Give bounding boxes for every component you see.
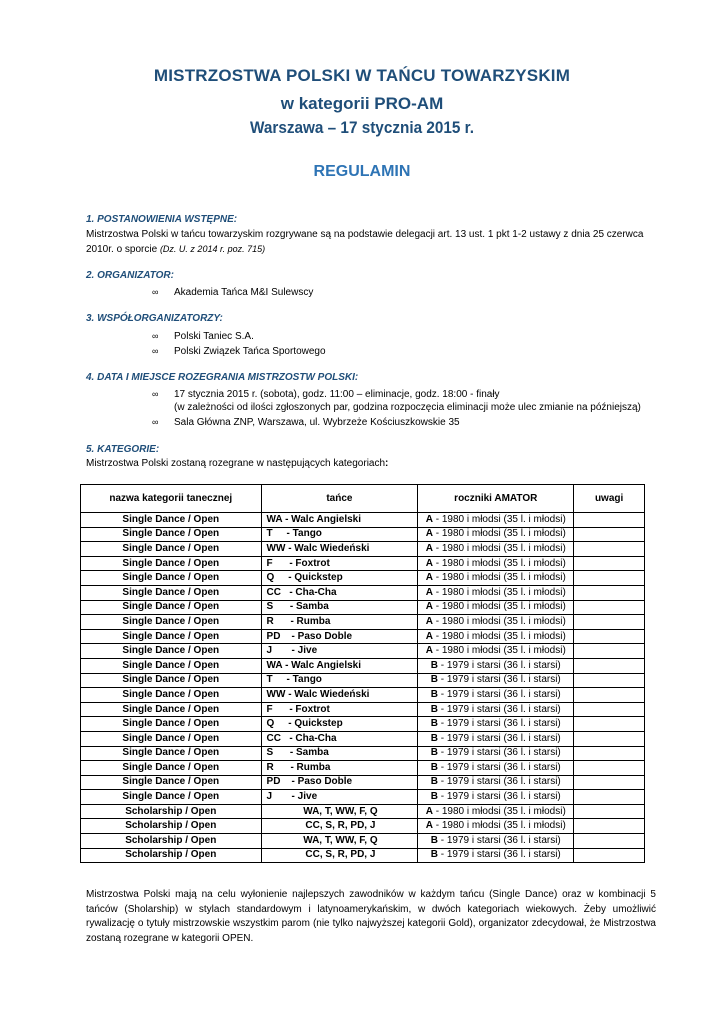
cell-dance: T - Tango: [261, 527, 418, 542]
cell-years: [418, 644, 574, 659]
table-row: [81, 761, 645, 776]
table-row: [81, 527, 645, 542]
table-row: [81, 585, 645, 600]
table-row: [81, 542, 645, 557]
column-header-years: roczniki AMATOR: [418, 485, 574, 513]
age-group-letter: B: [430, 718, 438, 730]
age-group-letter: A: [425, 615, 433, 627]
age-group-letter: B: [430, 849, 438, 861]
table-row: [81, 571, 645, 586]
cell-dance: F - Foxtrot: [261, 556, 418, 571]
age-group-description: - 1980 i młodsi (35 l. i młodsi): [432, 601, 566, 613]
age-group-description: - 1980 i młodsi (35 l. i młodsi): [432, 572, 566, 584]
age-group-letter: B: [430, 732, 438, 744]
coorganizer-name: Polski Związek Tańca Sportowego: [174, 346, 326, 357]
cell-years: [418, 585, 574, 600]
column-header-category: nazwa kategorii tanecznej: [81, 485, 262, 513]
table-row: [81, 790, 645, 805]
section-3-heading: 3. WSPÓŁORGANIZATORZY:: [86, 313, 223, 324]
section-5-intro-text: Mistrzostwa Polski zostaną rozegrane w następujących kategoriach: [86, 458, 386, 469]
cell-years: [418, 527, 574, 542]
cell-category: Scholarship / Open: [81, 834, 262, 849]
cell-dance: R - Rumba: [261, 761, 418, 776]
cell-years: [418, 848, 574, 863]
age-group-description: - 1979 i starsi (36 l. i starsi): [437, 849, 561, 861]
age-group-letter: A: [425, 820, 433, 832]
cell-years: [418, 571, 574, 586]
age-group-description: - 1979 i starsi (36 l. i starsi): [437, 674, 561, 686]
cell-notes: [574, 746, 645, 761]
section-1-line-1: Mistrzostwa Polski w tańcu towarzyskim rozgrywane są na podstawie delegacji art. 13 ust. 1 pkt 1-2 ustawy z dnia 25 czerwca: [86, 229, 644, 240]
cell-dance: CC, S, R, PD, J: [261, 848, 418, 863]
categories-table: [80, 484, 645, 863]
cell-dance: Q - Quickstep: [261, 571, 418, 586]
age-group-description: - 1979 i starsi (36 l. i starsi): [437, 791, 561, 803]
table-row: [81, 600, 645, 615]
cell-notes: [574, 717, 645, 732]
cell-dance: F - Foxtrot: [261, 702, 418, 717]
cell-notes: [574, 644, 645, 659]
cell-dance: WA - Walc Angielski: [261, 513, 418, 528]
age-group-description: - 1980 i młodsi (35 l. i młodsi): [432, 586, 566, 598]
organizer-item: [152, 285, 313, 300]
table-header-row: [81, 485, 645, 513]
age-group-description: - 1979 i starsi (36 l. i starsi): [437, 834, 561, 846]
cell-category: Single Dance / Open: [81, 673, 262, 688]
cell-years: [418, 790, 574, 805]
cell-category: Single Dance / Open: [81, 556, 262, 571]
cell-years: [418, 542, 574, 557]
cell-dance: WA, T, WW, F, Q: [261, 804, 418, 819]
cell-dance: WA - Walc Angielski: [261, 658, 418, 673]
age-group-letter: A: [425, 528, 433, 540]
closing-paragraph: Mistrzostwa Polski mają na celu wyłonienie najlepszych zawodników w każdym tańcu (Single Dance) oraz w kombinacji 5 tańców (Sholarship) w stylach standardowym i latynoamerykańskim, w dwóch kategoriach wiekowych. Żeby umożliwić rywalizację o tytuły mistrzowskie wszystkim parom (nie tylko najwyższej kategorii Gold), organizator zdecydował, że Mistrzostwa zostaną rozegrane w kategorii OPEN.: [86, 889, 656, 944]
age-group-letter: B: [430, 674, 438, 686]
section-1-line-2: [86, 242, 265, 257]
age-group-letter: B: [430, 659, 438, 671]
cell-years: [418, 834, 574, 849]
age-group-description: - 1979 i starsi (36 l. i starsi): [437, 718, 561, 730]
cell-dance: WA, T, WW, F, Q: [261, 834, 418, 849]
table-row: [81, 513, 645, 528]
infinity-bullet-icon: ∞: [152, 287, 159, 297]
cell-years: [418, 702, 574, 717]
section-5-intro: [86, 457, 388, 471]
infinity-bullet-icon: ∞: [152, 417, 159, 427]
cell-notes: [574, 571, 645, 586]
cell-notes: [574, 790, 645, 805]
cell-dance: PD - Paso Doble: [261, 775, 418, 790]
age-group-description: - 1980 i młodsi (35 l. i młodsi): [432, 645, 566, 657]
cell-category: Single Dance / Open: [81, 542, 262, 557]
cell-notes: [574, 629, 645, 644]
cell-years: [418, 629, 574, 644]
title-line-3: Warszawa – 17 stycznia 2015 r.: [250, 118, 474, 137]
cell-dance: CC, S, R, PD, J: [261, 819, 418, 834]
cell-years: [418, 615, 574, 630]
cell-category: Single Dance / Open: [81, 615, 262, 630]
date-item: [152, 387, 500, 402]
cell-notes: [574, 585, 645, 600]
age-group-letter: A: [425, 805, 433, 817]
coorganizer-name: Polski Taniec S.A.: [174, 331, 254, 342]
section-1-line-2-text: 2010r. o sporcie: [86, 244, 160, 255]
age-group-letter: A: [425, 630, 433, 642]
table-row: [81, 673, 645, 688]
cell-years: [418, 804, 574, 819]
cell-notes: [574, 527, 645, 542]
cell-dance: WW - Walc Wiedeński: [261, 688, 418, 703]
age-group-description: - 1980 i młodsi (35 l. i młodsi): [432, 630, 566, 642]
cell-notes: [574, 673, 645, 688]
cell-years: [418, 556, 574, 571]
infinity-bullet-icon: ∞: [152, 331, 159, 341]
cell-notes: [574, 819, 645, 834]
age-group-description: - 1979 i starsi (36 l. i starsi): [437, 747, 561, 759]
table-row: [81, 819, 645, 834]
table-row: [81, 731, 645, 746]
age-group-letter: B: [430, 834, 438, 846]
section-5-heading: 5. KATEGORIE:: [86, 444, 160, 455]
age-group-letter: A: [425, 601, 433, 613]
age-group-letter: A: [425, 572, 433, 584]
cell-years: [418, 600, 574, 615]
age-group-letter: B: [430, 791, 438, 803]
cell-dance: J - Jive: [261, 790, 418, 805]
table-body: [81, 513, 645, 863]
cell-category: Single Dance / Open: [81, 688, 262, 703]
age-group-letter: B: [430, 747, 438, 759]
date-note: (w zależności od ilości zgłoszonych par, godzina rozpoczęcia eliminacji może ulec zmianie na późniejszą): [174, 402, 641, 413]
infinity-bullet-icon: ∞: [152, 346, 159, 356]
table-row: [81, 834, 645, 849]
cell-notes: [574, 834, 645, 849]
cell-category: Scholarship / Open: [81, 819, 262, 834]
cell-dance: R - Rumba: [261, 615, 418, 630]
cell-years: [418, 688, 574, 703]
cell-notes: [574, 688, 645, 703]
title-line-1: MISTRZOSTWA POLSKI W TAŃCU TOWARZYSKIM: [153, 66, 571, 85]
cell-notes: [574, 731, 645, 746]
age-group-letter: A: [425, 586, 433, 598]
cell-category: Single Dance / Open: [81, 644, 262, 659]
table-row: [81, 804, 645, 819]
date-text: 17 stycznia 2015 r. (sobota), godz. 11:00 – eliminacje, godz. 18:00 - finały: [174, 389, 500, 400]
age-group-description: - 1980 i młodsi (35 l. i młodsi): [432, 557, 566, 569]
cell-notes: [574, 775, 645, 790]
cell-category: Single Dance / Open: [81, 702, 262, 717]
coorganizer-item: [152, 329, 254, 344]
table-row: [81, 746, 645, 761]
table-row: [81, 658, 645, 673]
cell-years: [418, 775, 574, 790]
cell-dance: CC - Cha-Cha: [261, 585, 418, 600]
cell-dance: T - Tango: [261, 673, 418, 688]
cell-years: [418, 513, 574, 528]
cell-dance: S - Samba: [261, 600, 418, 615]
cell-category: Single Dance / Open: [81, 527, 262, 542]
cell-notes: [574, 658, 645, 673]
section-1-legal-reference: (Dz. U. z 2014 r. poz. 715): [159, 244, 266, 254]
cell-category: Single Dance / Open: [81, 790, 262, 805]
coorganizer-item: [152, 344, 326, 359]
age-group-letter: A: [425, 557, 433, 569]
section-2-heading: 2. ORGANIZATOR:: [86, 270, 174, 281]
cell-notes: [574, 513, 645, 528]
table-row: [81, 615, 645, 630]
age-group-description: - 1980 i młodsi (35 l. i młodsi): [432, 542, 566, 554]
cell-category: Single Dance / Open: [81, 629, 262, 644]
age-group-description: - 1979 i starsi (36 l. i starsi): [437, 732, 561, 744]
cell-category: Single Dance / Open: [81, 717, 262, 732]
cell-years: [418, 658, 574, 673]
cell-notes: [574, 848, 645, 863]
age-group-description: - 1979 i starsi (36 l. i starsi): [437, 776, 561, 788]
cell-notes: [574, 556, 645, 571]
cell-category: Single Dance / Open: [81, 585, 262, 600]
cell-years: [418, 819, 574, 834]
title-line-2: w kategorii PRO-AM: [280, 94, 444, 113]
table-row: [81, 556, 645, 571]
age-group-description: - 1980 i młodsi (35 l. i młodsi): [432, 805, 566, 817]
age-group-description: - 1979 i starsi (36 l. i starsi): [437, 703, 561, 715]
table-row: [81, 848, 645, 863]
section-1-heading: 1. POSTANOWIENIA WSTĘPNE:: [86, 214, 238, 225]
age-group-description: - 1980 i młodsi (35 l. i młodsi): [432, 615, 566, 627]
table-row: [81, 644, 645, 659]
age-group-letter: B: [430, 776, 438, 788]
column-header-notes: uwagi: [574, 485, 645, 513]
cell-dance: S - Samba: [261, 746, 418, 761]
age-group-letter: A: [425, 513, 433, 525]
age-group-description: - 1979 i starsi (36 l. i starsi): [437, 761, 561, 773]
column-header-dances: tańce: [261, 485, 418, 513]
age-group-letter: B: [430, 703, 438, 715]
cell-notes: [574, 615, 645, 630]
cell-category: Single Dance / Open: [81, 571, 262, 586]
table-row: [81, 717, 645, 732]
cell-dance: Q - Quickstep: [261, 717, 418, 732]
cell-notes: [574, 542, 645, 557]
regulamin-heading: REGULAMIN: [313, 163, 411, 180]
cell-category: Single Dance / Open: [81, 746, 262, 761]
section-4-heading: 4. DATA I MIEJSCE ROZEGRANIA MISTRZOSTW POLSKI:: [86, 372, 359, 383]
age-group-letter: B: [430, 688, 438, 700]
venue-text: Sala Główna ZNP, Warszawa, ul. Wybrzeże Kościuszkowskie 35: [174, 417, 460, 428]
table-row: [81, 688, 645, 703]
cell-dance: CC - Cha-Cha: [261, 731, 418, 746]
age-group-description: - 1980 i młodsi (35 l. i młodsi): [432, 528, 566, 540]
section-5-intro-colon: :: [385, 458, 389, 469]
infinity-bullet-icon: ∞: [152, 389, 159, 399]
cell-dance: PD - Paso Doble: [261, 629, 418, 644]
age-group-letter: A: [425, 542, 433, 554]
age-group-letter: A: [425, 645, 433, 657]
cell-category: Single Dance / Open: [81, 600, 262, 615]
cell-category: Single Dance / Open: [81, 658, 262, 673]
cell-category: Scholarship / Open: [81, 804, 262, 819]
age-group-description: - 1979 i starsi (36 l. i starsi): [437, 688, 561, 700]
age-group-description: - 1979 i starsi (36 l. i starsi): [437, 659, 561, 671]
cell-years: [418, 746, 574, 761]
cell-years: [418, 717, 574, 732]
venue-item: [152, 415, 460, 430]
table-row: [81, 775, 645, 790]
cell-category: Single Dance / Open: [81, 775, 262, 790]
table-row: [81, 629, 645, 644]
cell-category: Single Dance / Open: [81, 513, 262, 528]
cell-notes: [574, 761, 645, 776]
cell-notes: [574, 600, 645, 615]
cell-category: Single Dance / Open: [81, 731, 262, 746]
cell-dance: J - Jive: [261, 644, 418, 659]
age-group-description: - 1980 i młodsi (35 l. i młodsi): [432, 820, 566, 832]
cell-years: [418, 673, 574, 688]
table-row: [81, 702, 645, 717]
cell-category: Single Dance / Open: [81, 761, 262, 776]
age-group-description: - 1980 i młodsi (35 l. i młodsi): [432, 513, 566, 525]
cell-category: Scholarship / Open: [81, 848, 262, 863]
cell-notes: [574, 804, 645, 819]
age-group-letter: B: [430, 761, 438, 773]
cell-years: [418, 731, 574, 746]
cell-dance: WW - Walc Wiedeński: [261, 542, 418, 557]
cell-notes: [574, 702, 645, 717]
organizer-name: Akademia Tańca M&I Sulewscy: [174, 287, 314, 298]
cell-years: [418, 761, 574, 776]
